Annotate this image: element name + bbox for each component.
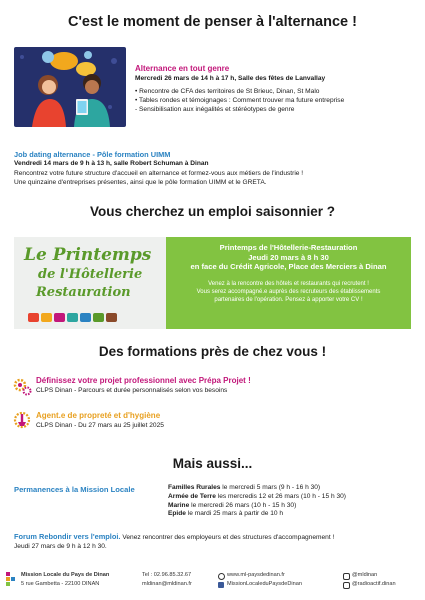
permanences-list: [168, 484, 418, 519]
footer-address: 5 rue Gambetta - 22100 DINAN: [21, 581, 100, 587]
job-dating-desc-2: Une quinzaine d'entreprises présentes, ainsi que le pôle formation UIMM et le GRETA.: [14, 179, 267, 186]
alternance-illustration: [14, 47, 126, 127]
forum-date: Jeudi 27 mars de 9 h à 12 h 30.: [14, 543, 107, 550]
permanence-when: le mardi 25 mars à partir de 10 h: [187, 510, 284, 518]
mais-aussi-heading: Mais aussi...: [172, 456, 253, 471]
formation-desc: CLPS Dinan - Parcours et durée personnalisés selon vos besoins: [36, 387, 228, 394]
forum-desc: Venez rencontrer des employeurs et des structures d'accompagnement !: [122, 534, 335, 541]
permanence-place: Marine: [168, 501, 190, 509]
saisonnier-desc-1: Venez à la rencontre des hôtels et restaurants qui recrutent !: [208, 280, 369, 287]
saisonnier-title-1: Printemps de l'Hôtellerie-Restauration: [219, 243, 358, 252]
saisonnier-info: [166, 237, 411, 329]
formations-heading: Des formations près de chez vous !: [98, 344, 327, 359]
permanence-when: les mercredis 12 et 26 mars (10 h - 15 h 30): [217, 492, 347, 500]
list-item: • Rencontre de CFA des territoires de St Brieuc, Dinan, St Malo: [135, 87, 420, 96]
footer-tel: Tel : 02.96.85.32.67: [142, 572, 192, 578]
saisonnier-title-3: en face du Crédit Agricole, Place des Merciers à Dinan: [190, 262, 387, 272]
permanence-place: Familles Rurales: [168, 484, 221, 491]
permanence-when: le mercredi 5 mars (9 h - 16 h 30): [222, 484, 321, 491]
footer-radio-link[interactable]: @radioactif.dinan: [352, 581, 396, 587]
alternance-title: Alternance en tout genre: [135, 64, 230, 73]
printemps-logo: [14, 237, 166, 329]
list-item: [168, 510, 418, 519]
job-dating-desc: Rencontrez votre future structure d'accueil en alternance et formez-vous aux métiers de l'industrie !: [14, 170, 304, 177]
alternance-date: Mercredi 26 mars de 14 h à 17 h, Salle des fêtes de Lanvallay: [135, 75, 326, 82]
logo-icon: [6, 572, 15, 595]
broom-icon: [12, 410, 32, 435]
list-item: [168, 502, 418, 511]
permanences-title: Permanences à la Mission Locale: [14, 485, 135, 494]
facebook-icon: [218, 582, 224, 588]
saisonnier-heading: Vous cherchez un emploi saisonnier ?: [89, 204, 336, 219]
page-title: C'est le moment de penser à l'alternance !: [68, 14, 357, 30]
list-item: • Tables rondes et témoignages : Comment trouver ma future entreprise: [135, 96, 420, 105]
instagram-icon: [343, 573, 350, 580]
formation-title: Agent.e de propreté et d'hygiène: [36, 411, 161, 420]
hotel-icons: [28, 309, 119, 327]
job-dating-title: Job dating alternance - Pôle formation UIMM: [14, 150, 171, 159]
footer-instagram-link[interactable]: @mldinan: [352, 572, 378, 578]
alternance-list: [135, 87, 420, 114]
saisonnier-desc-3: partenaires de l'opération. Pensez à apporter votre CV !: [214, 296, 363, 303]
saisonnier-banner: [14, 237, 411, 329]
permanence-place: Epide: [168, 510, 186, 518]
saisonnier-title-2: Jeudi 20 mars à 8 h 30: [248, 252, 329, 262]
formation-desc: CLPS Dinan - Du 27 mars au 25 juillet 2025: [36, 422, 164, 429]
list-item: [168, 493, 418, 502]
permanence-when: le mercredi 26 mars (10 h - 15 h 30): [191, 501, 297, 509]
list-item: [168, 484, 418, 493]
forum-line: [14, 533, 419, 543]
footer-web-link[interactable]: www.ml-paysdedinan.fr: [227, 572, 285, 578]
saisonnier-desc-2: Vous serez accompagné.e auprès des recruteurs des établissements: [196, 288, 381, 295]
footer: [0, 568, 425, 600]
forum-title: Forum Rebondir vers l'emploi.: [14, 532, 121, 541]
gears-icon: [12, 376, 32, 401]
formation-title: Définissez votre projet professionnel avec Prépa Projet !: [36, 376, 251, 385]
globe-icon: [218, 573, 225, 580]
footer-facebook-link[interactable]: MissionLocaleduPaysdeDinan: [227, 581, 302, 587]
logo-line: Restauration: [36, 285, 131, 300]
footer-email-link[interactable]: mldinan@mldinan.fr: [142, 581, 192, 587]
list-item: - Sensibilisation aux inégalités et stéréotypes de genre: [135, 105, 420, 114]
job-dating-date: Vendredi 14 mars de 9 h à 13 h, salle Robert Schuman à Dinan: [14, 160, 209, 167]
footer-org: Mission Locale du Pays de Dinan: [21, 572, 110, 578]
logo-line: de l'Hôtellerie: [38, 267, 143, 282]
logo-line: Le Printemps: [24, 245, 152, 265]
radio-icon: [343, 582, 350, 589]
permanence-place: Armée de Terre: [168, 492, 216, 500]
